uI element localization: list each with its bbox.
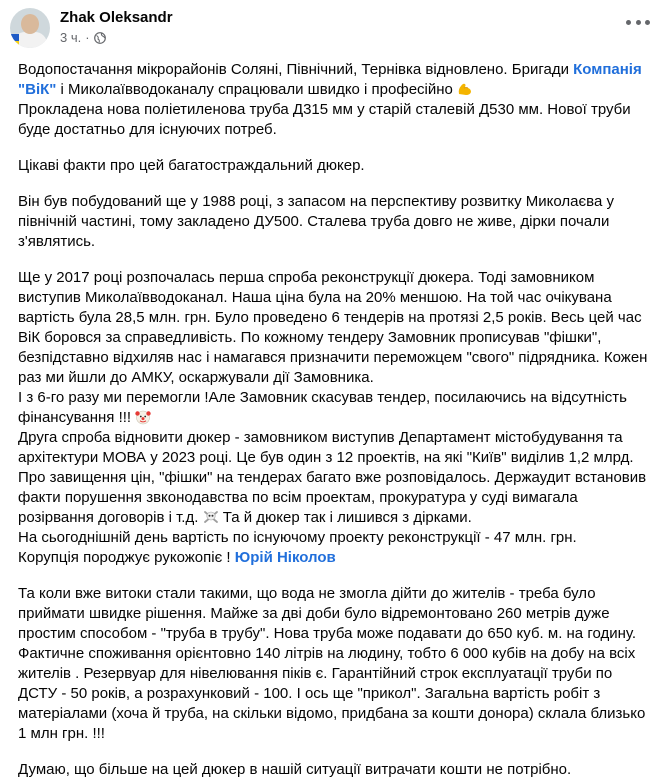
more-options-icon[interactable]	[626, 14, 650, 30]
globe-icon	[94, 32, 106, 44]
p4-text-a: Ще у 2017 році розпочалась перша спроба реконструкції дюкера. Тоді замовником виступив Миколаївводоканал. Наша ціна була на 20% меншою. На той час очікувана вартість була 28,5 млн. грн. Було проведено 6 тендерів на протязі 2,5 років. Весь цей час ВіК боровся за справедливість. По кожному тендеру Замовник прописував "фішки", безпідставно відхиляв нас і намагався призначити переможцем "свого" підрядника. Кожен раз ми йшли до АМКУ, оскаржували дії Замовника.	[18, 269, 648, 386]
post-subline	[60, 29, 173, 47]
mention-vik-company[interactable]: Компанія "ВіК"	[18, 61, 642, 98]
post-time[interactable]: 3 ч.	[60, 30, 82, 45]
p1-text-b: і Миколаївводоканалу спрацювали швидко і професійно	[56, 81, 458, 98]
paragraph-1	[18, 60, 652, 140]
avatar-flag-blue	[10, 34, 19, 41]
paragraph-6: Думаю, що більше на цей дюкер в нашій ситуації витрачати кошти не потрібно.	[18, 761, 572, 778]
p4-text-b: І з 6-го разу ми перемогли !Але Замовник скасував тендер, посилаючись на відсутність фінансування !!!	[18, 389, 627, 426]
p4-text-d: На сьогоднішній день вартість по існуючому проекту реконструкції - 47 млн. грн.	[18, 529, 577, 546]
p1-text-c: Прокладена нова поліетиленова труба Д315 мм у старій сталевій Д530 мм. Нової труби буде достатньо для існуючих потреб.	[18, 101, 631, 138]
p4-text-c: Друга спроба відновити дюкер - замовником виступив Департамент містобудування та архітектури МОВА у 2023 році. Це був один з 12 проектів, на які "Київ" виділив 1,2 млрд. Про завищення цін, "фішки" на тендерах багато вже розповідалось. Держаудит встановив факти порушення звконодавства по всім проектам, прокуратура у суді вимагала розірвання договорів і т.д.	[18, 429, 647, 526]
avatar-flag-yellow	[10, 41, 19, 48]
flexed-biceps-emoji-icon	[457, 81, 473, 97]
post-text	[10, 54, 654, 780]
paragraph-4	[18, 268, 652, 568]
paragraph-3: Він був побудований ще у 1988 році, з запасом на перспективу розвитку Миколаєва у північній частині, тому закладено ДУ500. Сталева труба довго не живе, дірки почали з'являтись.	[18, 193, 614, 250]
clown-face-emoji-icon	[135, 409, 151, 425]
skull-crossbones-emoji-icon	[203, 509, 219, 525]
author-name[interactable]: Zhak Oleksandr	[60, 9, 173, 26]
avatar-head	[21, 14, 39, 34]
separator-dot: ·	[85, 30, 90, 45]
p4-text-c2: Та й дюкер так і лишився з дірками.	[218, 509, 472, 526]
mention-yurii-nikolov[interactable]: Юрій Ніколов	[234, 549, 336, 566]
paragraph-5: Та коли вже витоки стали такими, що вода не змогла дійти до жителів - треба було приймати швидке рішення. Майже за дві доби було відремонтовано 260 метрів дуже простим способом - "труба в трубу". Нова труба може подавати до 650 куб. м. на годину. Фактичне споживання орієнтовно 140 літрів на людину, тобто 6 000 кубів на добу на всіх жителів . Резервуар для нівелювання піків є. Гарантійний строк експлуатації труби по ДСТУ - 50 років, а розрахунковий - 100. І ось ще "прикол". Загальна вартість робіт з матеріалами (хоча й труба, на скільки відомо, придбана за кошти донора) склала близько 1 млн грн. !!!	[18, 585, 646, 742]
post-meta	[60, 8, 173, 47]
p4-text-e: Корупція породжує рукожопіє !	[18, 549, 235, 566]
paragraph-2: Цікаві факти про цей багатостраждальний дюкер.	[18, 157, 365, 174]
avatar[interactable]	[10, 8, 50, 48]
post-header	[10, 0, 654, 54]
p1-text-a: Водопостачання мікрорайонів Соляні, Північний, Тернівка відновлено. Бригади	[18, 61, 574, 78]
